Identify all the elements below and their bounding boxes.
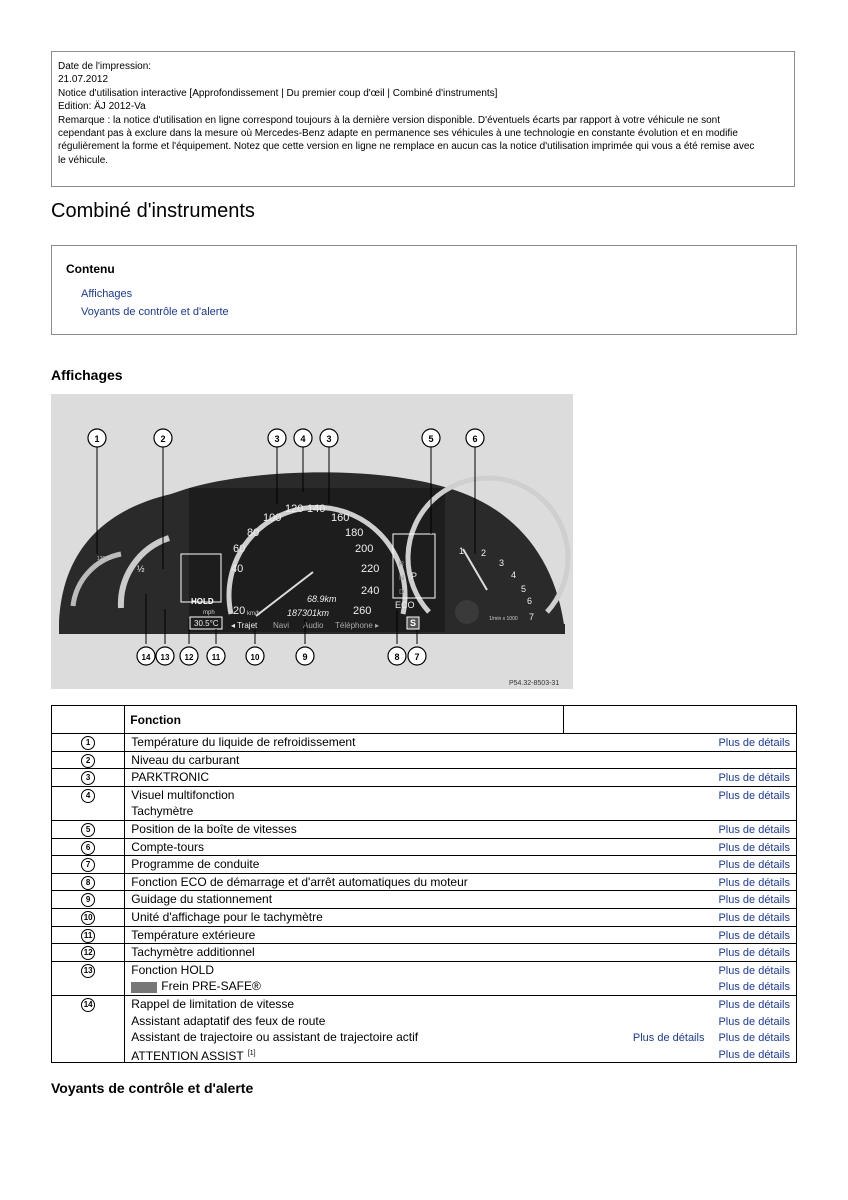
details-link[interactable]: Plus de détails — [718, 1048, 790, 1061]
function-label: Tachymètre additionnel — [131, 945, 255, 960]
speed-tick-label: 180 — [345, 527, 364, 539]
details-link[interactable]: Plus de détails — [718, 998, 790, 1011]
gear-p-indicator: P — [411, 571, 418, 581]
function-label: Assistant adaptatif des feux de route — [131, 1013, 326, 1028]
details-cell — [564, 891, 797, 909]
rpm-unit-label: 1/min x 1000 — [489, 616, 518, 622]
outside-temperature: 30.5°C — [194, 619, 219, 628]
function-cell — [125, 908, 564, 926]
rpm-tick-label: 5 — [521, 584, 527, 594]
section-heading-voyants: Voyants de contrôle et d'alerte — [51, 1080, 254, 1096]
remark-line-4: le véhicule. — [58, 154, 109, 166]
row-number-badge: 6 — [81, 841, 95, 855]
callout-3: 3 — [274, 434, 280, 444]
rpm-tick-label: 4 — [511, 570, 517, 580]
toc-heading: Contenu — [66, 262, 115, 276]
details-link[interactable]: Plus de détails — [632, 1032, 705, 1045]
function-cell — [125, 961, 564, 995]
function-cell — [125, 891, 564, 909]
speed-tick-label: 20 — [233, 605, 246, 617]
speed-unit-mph: mph — [203, 610, 215, 616]
row-number-badge: 13 — [81, 964, 95, 978]
print-info-box — [51, 51, 795, 187]
function-cell — [125, 873, 564, 891]
remark-line-2: cependant pas à exclure dans la mesure où Mercedes-Benz adapte en permanence ses véhicules à une technologie en constante évolution et en modifie — [58, 128, 738, 140]
details-link[interactable]: Plus de détails — [718, 964, 790, 977]
row-number-cell — [52, 926, 125, 944]
gear-n: N — [399, 575, 405, 582]
callout-8: 8 — [394, 652, 400, 662]
function-label: Guidage du stationnement — [131, 892, 273, 907]
function-label: Programme de conduite — [131, 857, 260, 872]
function-cell — [125, 995, 564, 1062]
callout-5: 5 — [428, 434, 434, 444]
details-link[interactable]: Plus de détails — [718, 789, 790, 802]
row-number-cell — [52, 961, 125, 995]
drive-mode-s: S — [410, 618, 417, 628]
speed-tick-label: 100 — [263, 512, 282, 524]
details-cell — [564, 961, 797, 995]
table-row — [52, 751, 797, 769]
function-label: Position de la boîte de vitesses — [131, 821, 297, 836]
table-row — [52, 944, 797, 962]
row-number-cell — [52, 944, 125, 962]
instrument-cluster-figure — [51, 394, 573, 689]
function-label: ATTENTION ASSIST — [131, 1048, 244, 1063]
function-label: PARKTRONIC — [131, 770, 210, 785]
table-row — [52, 734, 797, 752]
function-cell — [125, 769, 564, 787]
function-label: Unité d'affichage pour le tachymètre — [131, 909, 323, 924]
row-number-cell — [52, 769, 125, 787]
function-label: Fonction HOLD — [131, 962, 214, 977]
details-link[interactable]: Plus de détails — [718, 911, 790, 924]
callout-4: 4 — [300, 434, 306, 444]
column-header-fonction: Fonction — [125, 706, 564, 734]
details-link[interactable]: Plus de détails — [718, 894, 790, 907]
row-number-cell — [52, 995, 125, 1062]
details-cell — [564, 995, 797, 1062]
speed-tick-label: 80 — [247, 527, 260, 539]
function-table — [51, 705, 797, 1063]
toc-link-voyants[interactable]: Voyants de contrôle et d'alerte — [81, 306, 229, 318]
odometer-total: 187301km — [287, 608, 330, 618]
speed-tick-label: 160 — [331, 512, 350, 524]
row-number-badge: 1 — [81, 736, 95, 750]
row-number-cell — [52, 734, 125, 752]
table-of-contents — [51, 245, 797, 335]
pre-safe-icon — [131, 982, 157, 993]
menu-item-audio: Audio — [303, 621, 324, 630]
table-row — [52, 838, 797, 856]
callout-1: 1 — [94, 434, 100, 444]
table-row — [52, 961, 797, 995]
toc-link-affichages[interactable]: Affichages — [81, 288, 133, 300]
function-cell — [125, 786, 564, 820]
table-row — [52, 856, 797, 874]
rpm-tick-label: 1 — [459, 546, 465, 556]
details-link[interactable]: Plus de détails — [718, 1015, 790, 1028]
section-heading-affichages: Affichages — [51, 367, 123, 383]
speed-tick-label: 120 — [285, 503, 304, 515]
details-cell — [564, 820, 797, 838]
speed-tick-label: 240 — [361, 585, 380, 597]
print-date-label: Date de l'impression: — [58, 61, 152, 72]
details-link[interactable]: Plus de détails — [718, 981, 790, 994]
remark-line-3: régulièrement la forme et l'équipement. Notez que cette version en ligne ne remplace en aucun cas la notice d'utilisation imprimée qui vous a été remise avec — [58, 141, 755, 153]
row-number-cell — [52, 820, 125, 838]
fuel-half-mark: ½ — [137, 564, 145, 574]
page-title: Combiné d'instruments — [51, 200, 255, 222]
callout-14: 14 — [141, 653, 151, 662]
menu-item-telephone: Téléphone ▸ — [335, 621, 380, 630]
callout-11: 11 — [211, 653, 221, 662]
table-row — [52, 908, 797, 926]
speed-unit-kmh: km/h — [247, 611, 261, 617]
details-cell — [564, 873, 797, 891]
details-link[interactable]: Plus de détails — [718, 947, 790, 960]
menu-item-trajet: ◂ Trajet — [231, 621, 258, 630]
function-label: Fonction ECO de démarrage et d'arrêt automatiques du moteur — [131, 874, 468, 889]
row-number-badge: 7 — [81, 858, 95, 872]
function-cell — [125, 838, 564, 856]
row-number-badge: 5 — [81, 823, 95, 837]
edition: Edition: ÄJ 2012-Va — [58, 101, 146, 113]
function-cell — [125, 856, 564, 874]
callout-10: 10 — [250, 653, 260, 662]
odometer-trip: 68.9km — [307, 594, 337, 604]
row-number-cell — [52, 873, 125, 891]
instrument-cluster-illustration — [51, 394, 573, 689]
row-number-cell — [52, 786, 125, 820]
details-cell — [564, 908, 797, 926]
callout-6: 6 — [472, 434, 478, 444]
callout-9: 9 — [302, 652, 308, 662]
speed-tick-label: 220 — [361, 563, 380, 575]
details-cell — [564, 838, 797, 856]
table-header-row — [52, 706, 797, 734]
rpm-tick-label: 6 — [527, 596, 533, 606]
gear-r: R — [399, 561, 405, 568]
details-link[interactable]: Plus de détails — [718, 859, 790, 872]
function-label: Température du liquide de refroidissement — [131, 735, 356, 749]
details-link[interactable]: Plus de détails — [718, 737, 790, 749]
table-row — [52, 820, 797, 838]
function-label: Compte-tours — [131, 839, 204, 854]
function-label: Visuel multifonction — [131, 787, 235, 802]
function-cell — [125, 926, 564, 944]
details-cell — [564, 769, 797, 787]
row-number-cell — [52, 751, 125, 769]
rpm-tick-label: 7 — [529, 612, 535, 622]
function-cell — [125, 820, 564, 838]
row-number-badge: 11 — [81, 929, 95, 943]
callout-7: 7 — [414, 652, 420, 662]
details-link[interactable]: Plus de détails — [718, 772, 790, 785]
row-number-badge: 9 — [81, 893, 95, 907]
table-row — [52, 926, 797, 944]
function-cell — [125, 751, 564, 769]
row-number-badge: 4 — [81, 789, 95, 803]
details-cell — [564, 734, 797, 752]
row-number-cell — [52, 856, 125, 874]
function-label: Rappel de limitation de vitesse — [131, 996, 295, 1011]
details-link[interactable]: Plus de détails — [718, 1032, 790, 1045]
eco-indicator: ECO — [395, 600, 415, 610]
row-number-cell — [52, 891, 125, 909]
table-row — [52, 891, 797, 909]
speed-tick-label: 60 — [233, 543, 246, 555]
row-number-badge: 8 — [81, 876, 95, 890]
rpm-tick-label: 3 — [499, 558, 505, 568]
function-label: Frein PRE-SAFE® — [161, 979, 261, 994]
row-number-badge: 10 — [81, 911, 95, 925]
speed-tick-label: 40 — [231, 563, 244, 575]
details-cell — [564, 856, 797, 874]
speed-tick-label: 200 — [355, 543, 374, 555]
row-number-badge: 3 — [81, 771, 95, 785]
coolant-temp-mark: 120°C — [97, 556, 111, 562]
row-number-badge: 12 — [81, 946, 95, 960]
row-number-badge: 14 — [81, 998, 95, 1012]
function-label: Niveau du carburant — [131, 752, 240, 767]
rpm-tick-label: 2 — [481, 548, 487, 558]
speed-tick-label: 140 — [307, 503, 326, 515]
details-cell — [564, 786, 797, 820]
row-number-cell — [52, 908, 125, 926]
print-date: 21.07.2012 — [58, 74, 109, 86]
details-link[interactable]: Plus de détails — [718, 929, 790, 942]
remark-line-1: Remarque : la notice d'utilisation en ligne correspond toujours à la dernière version disponible. D'éventuels écarts par rapport à votre véhicule ne sont — [58, 114, 720, 126]
table-row — [52, 769, 797, 787]
table-row — [52, 995, 797, 1062]
function-cell — [125, 734, 564, 752]
function-cell — [125, 944, 564, 962]
function-label: Tachymètre — [131, 804, 194, 819]
menu-item-navi: Navi — [273, 621, 290, 630]
details-link[interactable]: Plus de détails — [718, 823, 790, 836]
details-cell — [564, 944, 797, 962]
function-label: Assistant de trajectoire ou assistant de trajectoire actif — [131, 1030, 419, 1045]
details-cell — [564, 926, 797, 944]
row-number-cell — [52, 838, 125, 856]
footnote-link[interactable]: [1] — [247, 1049, 256, 1057]
callout-12: 12 — [184, 653, 194, 662]
gear-d: D — [399, 589, 405, 596]
details-link[interactable]: Plus de détails — [718, 876, 790, 889]
table-row — [52, 786, 797, 820]
speed-tick-label: 260 — [353, 605, 372, 617]
table-row — [52, 873, 797, 891]
notice-path: Notice d'utilisation interactive [Approfondissement | Du premier coup d'œil | Combiné d'instruments] — [58, 87, 498, 99]
details-link[interactable]: Plus de détails — [718, 841, 790, 854]
details-cell — [564, 751, 797, 769]
function-label: Température extérieure — [131, 927, 256, 942]
callout-3b: 3 — [326, 434, 332, 444]
row-number-badge: 2 — [81, 754, 95, 768]
callout-2: 2 — [160, 434, 166, 444]
figure-reference: P54.32-8503-31 — [509, 680, 560, 687]
hold-indicator: HOLD — [191, 597, 214, 606]
callout-13: 13 — [160, 653, 170, 662]
